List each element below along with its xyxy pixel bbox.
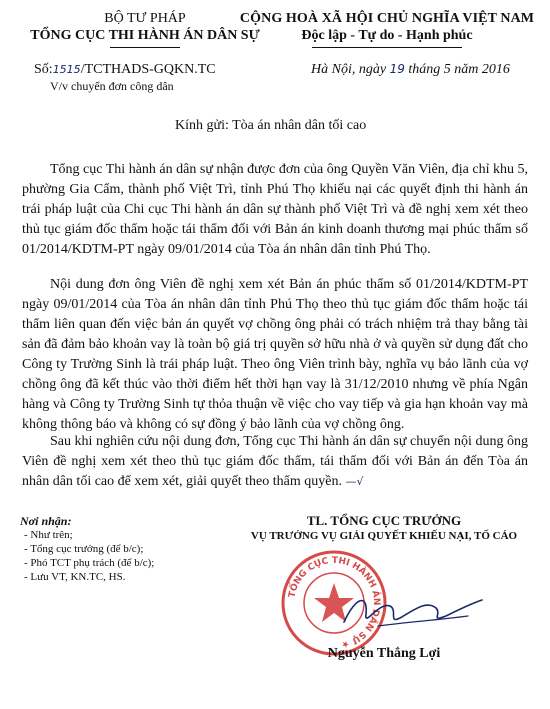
- signer-name: Nguyễn Thắng Lợi: [327, 646, 441, 661]
- national-heading-block: [232, 10, 542, 48]
- handwritten-signature: [338, 588, 488, 636]
- distribution-item: - Như trên;: [24, 529, 73, 541]
- distribution-list: [20, 514, 240, 584]
- distribution-item: - Phó TCT phụ trách (để b/c);: [24, 557, 155, 569]
- national-motto: Độc lập - Tự do - Hạnh phúc: [301, 28, 473, 43]
- date-prefix: Hà Nội, ngày: [311, 62, 387, 77]
- distribution-title: Nơi nhận:: [20, 514, 72, 528]
- signatory-authority: TL. TỔNG CỤC TRƯỞNG: [306, 513, 462, 528]
- distribution-item: - Lưu VT, KN.TC, HS.: [24, 571, 126, 583]
- signature-block: [236, 513, 532, 544]
- place-and-date: [311, 62, 510, 78]
- handwritten-number: 1515: [52, 63, 81, 76]
- handwritten-day: 19: [389, 62, 405, 76]
- document-number: [34, 62, 216, 78]
- motto-underline: [312, 47, 462, 48]
- body-paragraph-1: Tổng cục Thi hành án dân sự nhận được đơn của ông Quyền Văn Viên, địa chỉ khu 5, phường Gia Cẩm, thành phố Việt Trì, tỉnh Phú Thọ khiếu nại các quyết định thi hành án trái pháp luật của Chi cục Thi hành án dân sự thành phố Việt Trì và đề nghị xem xét theo thủ tục giám đốc thẩm hoặc tái thẩm đối với Bản án kinh doanh thương mại phúc thẩm số 01/2014/KDTM-PT ngày 09/01/2014 của Tòa án nhân dân tỉnh Phú Thọ.: [22, 162, 528, 257]
- agency-name: TỔNG CỤC THI HÀNH ÁN DÂN SỰ: [30, 28, 260, 43]
- number-prefix: Số:: [34, 62, 53, 77]
- distribution-item: - Tổng cục trưởng (để b/c);: [24, 543, 144, 555]
- date-suffix: tháng 5 năm 2016: [408, 62, 510, 77]
- nation-name: CỘNG HOÀ XÃ HỘI CHỦ NGHĨA VIỆT NAM: [239, 11, 535, 26]
- agency-underline: [110, 47, 180, 48]
- ministry-name: BỘ TƯ PHÁP: [104, 11, 186, 26]
- document-subject: V/v chuyển đơn công dân: [50, 79, 174, 93]
- initial-mark: —√: [345, 475, 364, 488]
- number-suffix: /TCTHADS-GQKN.TC: [80, 62, 216, 77]
- addressee-line: Kính gửi: Tòa án nhân dân tối cao: [175, 118, 367, 133]
- signatory-position: VỤ TRƯỞNG VỤ GIẢI QUYẾT KHIẾU NẠI, TỐ CÁO: [250, 530, 518, 542]
- svg-text:TỔNG CỤC THI HÀNH ÁN DÂN SỰ ★: TỔNG CỤC THI HÀNH ÁN DÂN SỰ ★: [287, 555, 382, 650]
- distribution-items: [20, 528, 240, 584]
- body-paragraph-2: Nội dung đơn ông Viên đề nghị xem xét Bản án phúc thẩm số 01/2014/KDTM-PT ngày 09/01/2014 của Tòa án nhân dân tỉnh Phú Thọ theo thủ tục giám đốc thẩm hoặc tái thẩm liên quan đến việc bản án quyết vợ chồng ông phải có trách nhiệm trả thay bằng tài sản đã đảm bảo khoản vay là toàn bộ giá trị quyền sở hữu nhà ở và quyền sử dụng đất cho Công ty Trường Sinh là trái pháp luật. Theo ông Viên trình bày, nghĩa vụ bảo lãnh của vợ chồng ông đã kết thúc vào thời điểm hết thời hạn vay là 31/12/2010 nhưng về phía Ngân hàng và Công ty Trường Sinh tự thỏa thuận về việc cho vay tiếp và gia hạn khoản vay mà không thông báo và không có sự đồng ý bảo lãnh của vợ chồng ông.: [22, 277, 528, 432]
- body-paragraph-3: [22, 432, 528, 492]
- body-paragraph-3-text: Sau khi nghiên cứu nội dung đơn, Tổng cục Thi hành án dân sự chuyển nội dung ông Viên đề nghị xem xét theo thủ tục giám đốc thẩm, tái thẩm đối với Bản án đến Tòa án nhân dân tối cao để xem xét, giải quyết theo thẩm quyền.: [22, 434, 528, 489]
